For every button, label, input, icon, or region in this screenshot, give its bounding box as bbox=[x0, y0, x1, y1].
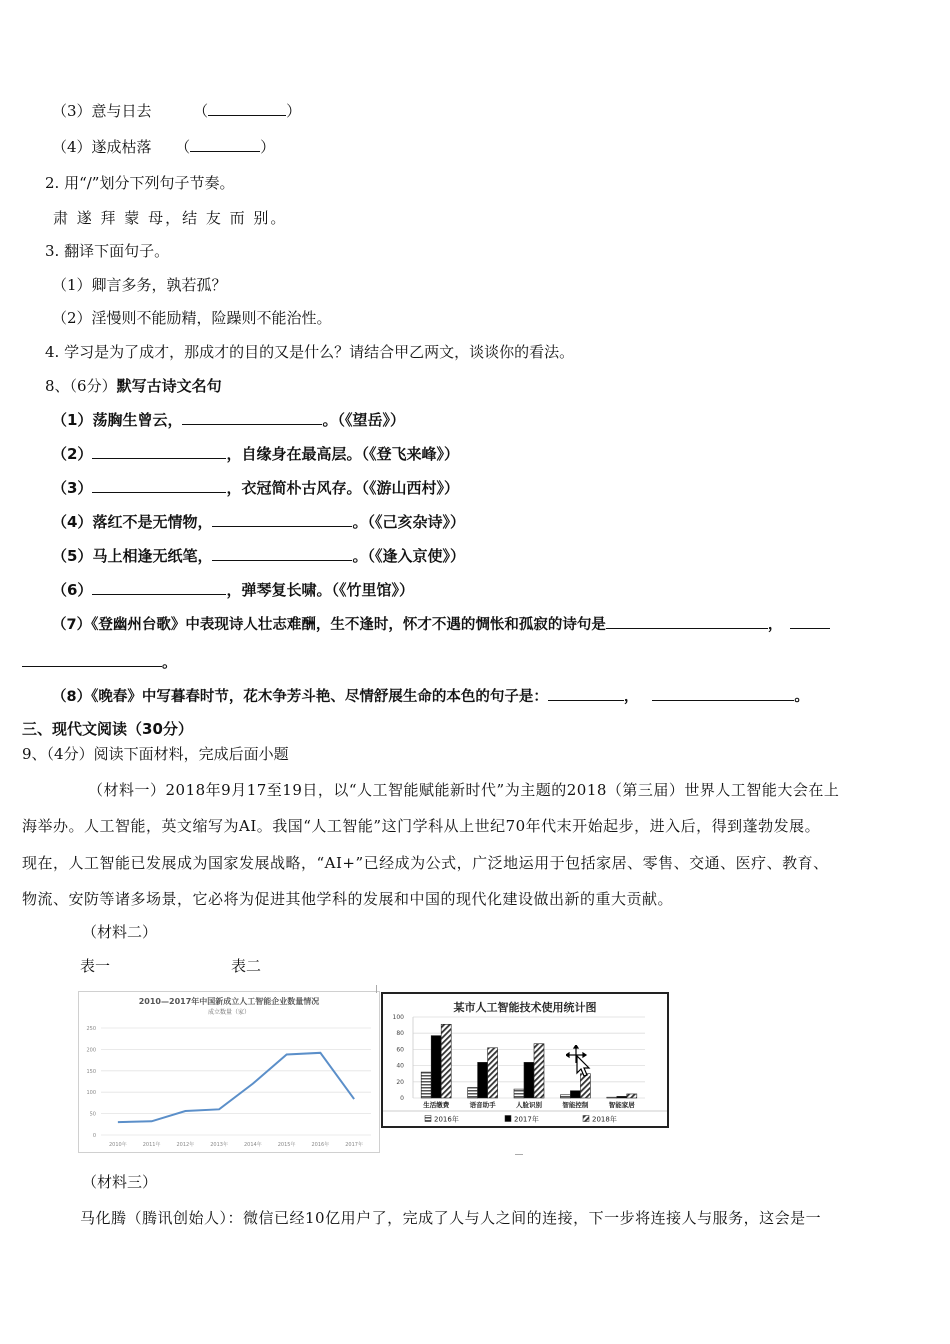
svg-text:50: 50 bbox=[89, 1111, 96, 1118]
item-number: （6） bbox=[52, 581, 93, 599]
table1-label: 表一 bbox=[80, 957, 111, 975]
chart-anchor-mark bbox=[376, 985, 377, 993]
item-source: ，弹琴复长啸。（《竹里馆》） bbox=[226, 581, 414, 599]
chart-gridlines bbox=[101, 1028, 371, 1135]
q8-item-1 bbox=[52, 410, 405, 430]
svg-text:2017年: 2017年 bbox=[514, 1115, 539, 1124]
q8-item-7 bbox=[52, 614, 830, 635]
x-axis-ticks bbox=[423, 1100, 635, 1109]
item-source: 。（《望岳》） bbox=[322, 411, 405, 429]
item-text: （7）《登幽州台歌》中表现诗人壮志难酬，生不逢时，怀才不遇的惆怅和孤寂的诗句是 bbox=[52, 617, 606, 633]
svg-text:2011年: 2011年 bbox=[142, 1142, 161, 1148]
q8-heading bbox=[45, 376, 222, 396]
answer-blank[interactable] bbox=[92, 580, 226, 595]
item-text: （8）《晚春》中写暮春时节，花木争芳斗艳、尽情舒展生命的本色的句子是： bbox=[52, 689, 548, 705]
svg-text:100: 100 bbox=[392, 1014, 404, 1021]
bar-groups bbox=[421, 1024, 637, 1098]
answer-blank[interactable] bbox=[92, 444, 226, 459]
q8-item-8 bbox=[52, 686, 809, 707]
q9-prompt: 9、（4分）阅读下面材料，完成后面小题 bbox=[22, 745, 289, 763]
y-axis-ticks bbox=[86, 1026, 96, 1139]
q8-item-2 bbox=[52, 444, 459, 464]
svg-text:2012年: 2012年 bbox=[176, 1142, 195, 1148]
svg-text:智能家居: 智能家居 bbox=[608, 1101, 635, 1109]
q8-title: 默写古诗文名句 bbox=[116, 377, 222, 395]
svg-text:60: 60 bbox=[396, 1046, 404, 1054]
svg-text:250: 250 bbox=[86, 1026, 96, 1032]
material3-text: 马化腾（腾讯创始人）：微信已经10亿用户了，完成了人与人之间的连接，下一步将连接人与服务，这会是一 bbox=[80, 1209, 822, 1227]
material3-label: （材料三） bbox=[82, 1173, 158, 1191]
section-3-title: 三、现代文阅读（30分） bbox=[22, 720, 193, 738]
q8-item-3 bbox=[52, 478, 459, 498]
move-cursor-icon bbox=[566, 1045, 592, 1079]
bar-chart-ai-usage bbox=[381, 992, 669, 1128]
item-number: （2） bbox=[52, 445, 93, 463]
data-line bbox=[118, 1053, 354, 1122]
answer-blank[interactable] bbox=[790, 614, 830, 629]
item-number: （1） bbox=[52, 411, 93, 429]
q1-item-3 bbox=[52, 101, 301, 121]
punctuation: ， bbox=[623, 689, 639, 705]
material1-line-1: （材料一）2018年9月17至19日，以“人工智能赋能新时代”为主题的2018（第三届）世界人工智能大会在上 bbox=[88, 781, 840, 799]
q2-sentence: 肃 遂 拜 蒙 母，结 友 而 别。 bbox=[53, 209, 288, 227]
q2-prompt: 2. 用“/”划分下列句子节奏。 bbox=[45, 174, 235, 192]
item-number: （5） bbox=[52, 547, 93, 565]
svg-text:2015年: 2015年 bbox=[277, 1142, 296, 1148]
svg-text:80: 80 bbox=[396, 1030, 404, 1038]
answer-blank[interactable] bbox=[182, 410, 322, 425]
item-text: 荡胸生曾云， bbox=[92, 411, 183, 429]
item-source: ，衣冠简朴古风存。（《游山西村》） bbox=[226, 479, 459, 497]
chart-legend bbox=[425, 1115, 617, 1124]
item-text: 落红不是无情物， bbox=[92, 513, 213, 531]
q3-item-2: （2）淫慢则不能励精，险躁则不能治性。 bbox=[52, 309, 332, 327]
material1-line-2: 海举办。人工智能，英文缩写为AI。我国“人工智能”这门学科从上世纪70年代末开始起步，进入后，得到蓬勃发展。 bbox=[22, 817, 821, 835]
answer-blank[interactable] bbox=[606, 614, 768, 629]
answer-blank[interactable] bbox=[92, 478, 226, 493]
answer-blank[interactable] bbox=[212, 512, 352, 527]
svg-text:20: 20 bbox=[396, 1078, 404, 1086]
bar-chart-svg bbox=[383, 994, 667, 1126]
item-number: （3） bbox=[52, 479, 93, 497]
material1-line-3: 现在，人工智能已发展成为国家发展战略，“AI+”已经成为公式，广泛地运用于包括家居、零售、交通、医疗、教育、 bbox=[22, 854, 829, 872]
q8-item-7-continued bbox=[22, 652, 177, 672]
svg-text:2016年: 2016年 bbox=[434, 1115, 459, 1124]
answer-blank[interactable] bbox=[22, 652, 162, 667]
svg-text:2018年: 2018年 bbox=[592, 1115, 617, 1124]
svg-text:人脸识别: 人脸识别 bbox=[516, 1101, 542, 1109]
svg-text:语音助手: 语音助手 bbox=[469, 1101, 496, 1109]
x-axis-ticks bbox=[109, 1141, 363, 1148]
svg-text:2014年: 2014年 bbox=[244, 1142, 262, 1148]
q8-item-5 bbox=[52, 546, 465, 566]
line-chart-svg bbox=[79, 992, 379, 1152]
q1-answer-blank[interactable]: （ ） bbox=[193, 102, 302, 120]
svg-text:智能控制: 智能控制 bbox=[562, 1101, 589, 1109]
svg-text:生活缴费: 生活缴费 bbox=[423, 1101, 450, 1109]
punctuation: 。 bbox=[162, 653, 178, 671]
answer-blank[interactable] bbox=[652, 686, 794, 701]
punctuation: ， bbox=[767, 617, 783, 633]
q8-prefix: 8、（6分） bbox=[45, 377, 117, 395]
chart-anchor-mark bbox=[515, 1154, 523, 1155]
punctuation: 。 bbox=[794, 689, 809, 705]
answer-blank[interactable] bbox=[548, 686, 624, 701]
item-source: ，自缘身在最高层。（《登飞来峰》） bbox=[226, 445, 459, 463]
material2-label: （材料二） bbox=[82, 923, 158, 941]
q1-item-4 bbox=[52, 137, 275, 157]
y-axis-ticks bbox=[393, 1014, 405, 1102]
q8-item-6 bbox=[52, 580, 414, 600]
q1-item-label: （3）意与日去 bbox=[52, 102, 152, 120]
q3-prompt: 3. 翻译下面句子。 bbox=[45, 242, 170, 260]
material1-line-4: 物流、安防等诸多场景，它必将为促进其他学科的发展和中国的现代化建设做出新的重大贡献。 bbox=[22, 890, 674, 908]
svg-text:150: 150 bbox=[86, 1068, 96, 1075]
table2-label: 表二 bbox=[231, 957, 262, 975]
q1-answer-blank[interactable]: （ ） bbox=[175, 138, 276, 156]
svg-text:100: 100 bbox=[86, 1090, 96, 1097]
line-chart-new-ai-companies bbox=[78, 991, 380, 1153]
item-text: 马上相逢无纸笔， bbox=[92, 547, 213, 565]
svg-text:200: 200 bbox=[86, 1047, 96, 1054]
q3-item-1: （1）卿言多务，孰若孤？ bbox=[52, 276, 227, 294]
q1-item-label: （4）遂成枯落 bbox=[52, 138, 152, 156]
svg-text:2016年: 2016年 bbox=[311, 1142, 330, 1148]
svg-text:2017年: 2017年 bbox=[345, 1142, 363, 1148]
item-source: 。（《己亥杂诗》） bbox=[352, 513, 465, 531]
item-source: 。（《逢入京使》） bbox=[352, 547, 465, 565]
chart-title: 2010—2017年中国新成立人工智能企业数量情况 bbox=[138, 997, 320, 1006]
svg-text:0: 0 bbox=[92, 1133, 96, 1139]
svg-text:40: 40 bbox=[396, 1062, 404, 1070]
svg-text:2013年: 2013年 bbox=[210, 1142, 228, 1148]
chart-subtitle: 成立数量（家） bbox=[207, 1009, 251, 1016]
svg-text:2010年: 2010年 bbox=[109, 1142, 127, 1148]
svg-text:0: 0 bbox=[400, 1095, 404, 1102]
answer-blank[interactable] bbox=[212, 546, 352, 561]
q4-prompt: 4. 学习是为了成才，那成才的目的又是什么？请结合甲乙两文，谈谈你的看法。 bbox=[45, 343, 575, 361]
item-number: （4） bbox=[52, 513, 93, 531]
chart-title: 某市人工智能技术使用统计图 bbox=[453, 1001, 597, 1014]
q8-item-4 bbox=[52, 512, 465, 532]
